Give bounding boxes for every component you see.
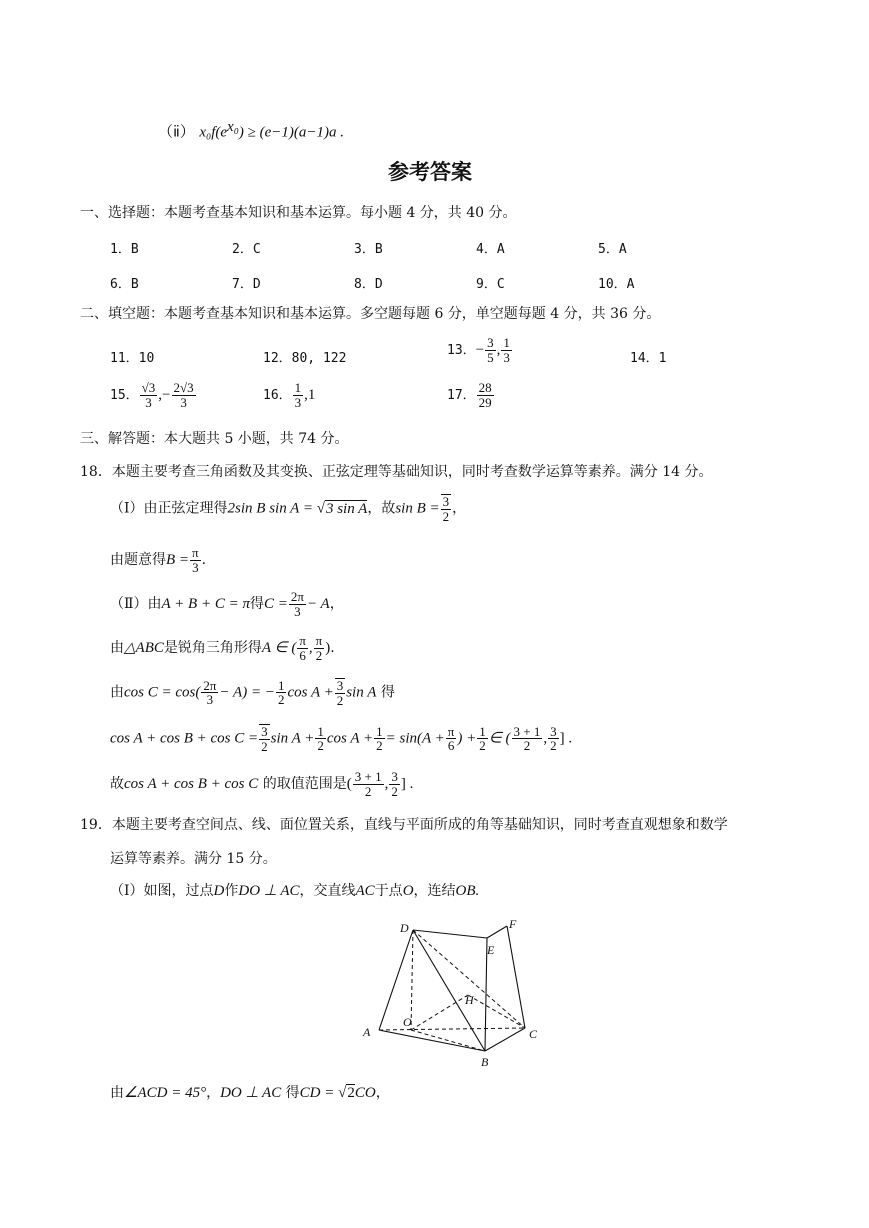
answer-5: 5．A — [598, 242, 627, 257]
label-D: D — [400, 921, 409, 935]
q18-line1: （Ⅰ）由正弦定理得2sin B sin A = √3 sin A，故sin B = $\frac{3}{2}$ ， — [110, 494, 467, 524]
answer-10: 10．A — [598, 277, 635, 292]
edge-DB — [413, 930, 485, 1051]
edge-FC — [507, 926, 525, 1028]
answer-8: 8．D — [354, 277, 383, 292]
answer-17-label: 17． — [447, 388, 476, 404]
edge-AC-dashed — [379, 1028, 525, 1030]
edge-DE — [413, 930, 487, 938]
answer-11: 11．10 — [110, 351, 155, 366]
fraction: $\frac{3}{2}$ — [391, 769, 398, 799]
q19-intro-2: 运算等素养。满分 15 分。 — [110, 851, 277, 867]
answer-14: 14．1 — [630, 351, 667, 366]
edge-AB — [379, 1030, 485, 1051]
q19-intro-1: 19．本题主要考查空间点、线、面位置关系，直线与平面所成的角等基础知识，同时考查直观想象和数学 — [80, 817, 728, 833]
fraction: $\frac{1}{2}$ — [317, 723, 324, 754]
label-A: A — [363, 1025, 371, 1039]
top-formula — [158, 120, 344, 141]
q19-line1: （Ⅰ）如图，过点D作DO ⊥ AC，交直线AC于点O，连结OB. — [110, 883, 480, 899]
answer-15: 15． $\frac{√3}{3}$ ,− $\frac{2√3}{3}$ — [110, 380, 194, 410]
q18-line2: 由题意得B = $\frac{\pi}{3}$ . — [110, 545, 207, 575]
fraction: $\frac{3}{2}$ — [336, 678, 344, 708]
fraction: $\frac{1}{3}$ — [294, 380, 302, 410]
geometry-figure — [355, 910, 555, 1080]
answer-3: 3．B — [354, 242, 383, 257]
answer-9: 9．C — [476, 277, 505, 292]
fraction: $\frac{3 + 1}{2}$ — [513, 723, 541, 754]
answer-12: 12．80, 122 — [263, 351, 347, 366]
q18-intro: 18．本题主要考查三角函数及其变换、正弦定理等基础知识，同时考查数学运算等素养。满分 14 分。 — [80, 464, 713, 480]
fraction: $\frac{\pi}{6}$ — [447, 723, 455, 754]
fraction: $\frac{1}{2}$ — [376, 723, 383, 754]
answer-17 — [447, 381, 495, 409]
q18-line7: 故cos A + cos B + cos C 的取值范围是( $\frac{3 + 1}{2}$ , $\frac{3}{2}$ ] . — [110, 769, 414, 799]
answer-16-label: 16． — [263, 388, 292, 404]
label-O: O — [403, 1015, 412, 1029]
formula-rhs: ) ≥ (e−1)(a−1)a . — [238, 124, 345, 141]
fraction: $\frac{\pi}{6}$ — [299, 633, 306, 663]
label-H: H — [465, 993, 474, 1007]
fraction: $\frac{28}{29}$ — [478, 380, 492, 410]
label-E: E — [487, 943, 495, 957]
section-heading-fill: 二、填空题：本题考查基本知识和基本运算。多空题每题 6 分，单空题每题 4 分，共 36 分。 — [80, 306, 661, 322]
fraction: $\frac{√3}{3}$ — [141, 380, 156, 410]
formula-lhs: x₀f(e — [199, 124, 228, 141]
answer-16-tail: ,1 — [304, 387, 316, 404]
answer-1: 1．B — [110, 242, 139, 257]
q19-line2: 由∠ACD = 45°，DO ⊥ AC 得CD = √2CO， — [110, 1085, 390, 1101]
fraction: $\frac{3}{5}$ — [487, 335, 494, 365]
fraction: $\frac{2√3}{3}$ — [173, 380, 194, 410]
fraction: $\frac{2\pi}{3}$ — [203, 677, 217, 708]
fraction: $\frac{2\pi}{3}$ — [290, 589, 304, 619]
q18-line3: （Ⅱ）由A + B + C = π得C = $\frac{2\pi}{3}$ − A， — [110, 589, 344, 619]
section-heading-choice: 一、选择题：本题考查基本知识和基本运算。每小题 4 分，共 40 分。 — [80, 205, 517, 221]
edge-BC — [485, 1028, 525, 1051]
edge-HC-dashed — [468, 995, 525, 1028]
answer-4: 4．A — [476, 242, 505, 257]
fraction: $\frac{\pi}{3}$ — [192, 545, 199, 575]
edge-OH-dashed — [411, 995, 468, 1030]
fraction: $\frac{3}{2}$ — [442, 494, 450, 524]
answer-15-label: 15． — [110, 388, 139, 404]
fraction: $\frac{3 + 1}{2}$ — [354, 769, 382, 799]
answer-13-label: 13． — [447, 343, 476, 359]
fraction: $\frac{3}{2}$ — [550, 723, 557, 754]
item-label: （ⅱ） — [158, 124, 195, 141]
fraction: $\frac{1}{2}$ — [479, 723, 486, 754]
fraction: $\frac{1}{3}$ — [503, 335, 510, 365]
answer-7: 7．D — [232, 277, 261, 292]
fraction: $\frac{\pi}{2}$ — [315, 633, 323, 663]
answer-6: 6．B — [110, 277, 139, 292]
answer-16 — [263, 381, 315, 409]
answer-13: 13．− $\frac{3}{5}$ , $\frac{1}{3}$ — [447, 335, 510, 365]
edge-EF — [487, 926, 507, 938]
label-F: F — [509, 917, 517, 931]
q18-line4: 由△ABC是锐角三角形得A ∈ ( $\frac{\pi}{6}$ , $\frac{\pi}{2}$ ). — [110, 633, 335, 663]
formula-sup: x₀ — [227, 119, 239, 135]
fraction: $\frac{3}{2}$ — [261, 724, 268, 754]
fraction: $\frac{1}{2}$ — [277, 677, 285, 708]
page-title: 参考答案 — [388, 160, 472, 184]
edge-DC-dashed — [413, 930, 525, 1028]
label-B: B — [481, 1055, 489, 1069]
q18-line5: 由cos C = cos( $\frac{2\pi}{3}$ − A) = − $\frac{1}{2}$ cos A + $\frac{3}{2}$ sin A 得 — [110, 677, 395, 708]
section-heading-solve: 三、解答题：本大题共 5 小题，共 74 分。 — [80, 431, 349, 447]
q18-line6: cos A + cos B + cos C = $\frac{3}{2}$ sin A + $\frac{1}{2}$ cos A + $\frac{1}{2}$ = sin(A + $\frac{\pi}{6}$ ) + $\frac{1}{2}$ ∈ ( $\frac{3 + 1}{2}$ , $\frac{3}{2}$ ] . — [110, 723, 573, 754]
label-C: C — [529, 1027, 538, 1041]
answer-2: 2．C — [232, 242, 261, 257]
